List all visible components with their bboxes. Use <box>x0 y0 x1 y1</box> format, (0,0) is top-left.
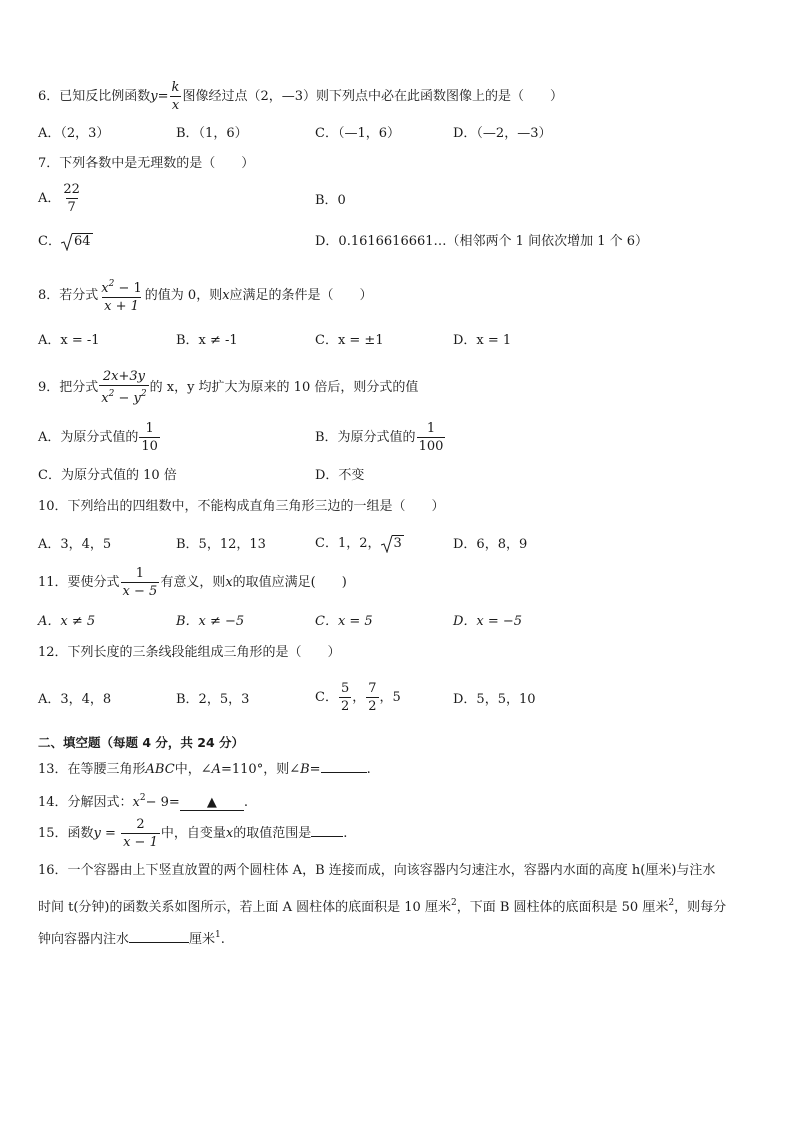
q11-prefix: 11．要使分式 <box>38 575 120 590</box>
q16-line2-b: ，下面 B 圆柱体的底面积是 50 厘米 <box>456 900 669 915</box>
q10-c-sqrt <box>381 535 404 552</box>
q13-value: =110°，则∠ <box>220 762 301 777</box>
q12-option-b: B．2，5，3 <box>176 692 250 707</box>
q12-c-fraction-1 <box>339 681 351 714</box>
q16-line3-a: 钟向容器内注水 <box>38 932 130 947</box>
q9-b-den: 100 <box>418 439 444 454</box>
q12-stem: 12．下列长度的三条线段能组成三角形的是（ ） <box>38 645 341 660</box>
q15-fraction <box>121 817 160 850</box>
q7-a-fraction <box>61 182 82 215</box>
q7-a-label: A． <box>38 191 61 206</box>
q9-a-num: 1 <box>145 421 154 436</box>
q8-fraction <box>99 277 144 314</box>
q16-line2-a: 时间 t(分钟)的函数关系如图所示，若上面 A 圆柱体的底面积是 10 厘米 <box>38 900 451 915</box>
q10-option-d: D．6，8，9 <box>453 537 528 552</box>
q16-line2-sup2: 2 <box>668 898 675 908</box>
q12-option-c <box>315 681 401 714</box>
q8-prefix: 8．若分式 <box>38 288 99 303</box>
q9-option-a <box>38 421 161 454</box>
q9-b-label: B．为原分式值的 <box>315 430 416 445</box>
q9-b-fraction <box>417 421 446 454</box>
q9-fraction <box>99 369 148 406</box>
q12-c-fraction-2 <box>366 681 378 714</box>
q7-option-b: B．0 <box>315 193 346 208</box>
q15-var-y: y <box>93 826 101 841</box>
q10-stem: 10．下列给出的四组数中，不能构成直角三角形三边的一组是（ ） <box>38 499 445 514</box>
q7-a-den: 7 <box>67 200 76 215</box>
q12-c-num1: 5 <box>340 681 350 696</box>
q9-den-b: − y <box>114 391 141 406</box>
q14-end: . <box>243 795 248 810</box>
q12-option-a: A．3，4，8 <box>38 692 112 707</box>
q16-line2-sup1: 2 <box>450 898 457 908</box>
q8-var: x <box>222 288 230 303</box>
q6-option-a: A．（2，3） <box>38 126 110 141</box>
q14-prefix: 14．分解因式： <box>38 795 133 810</box>
q9-b-num: 1 <box>426 421 436 436</box>
q16-line3-b: 厘米 <box>189 932 216 947</box>
q16-line2-c: ，则每分 <box>674 900 727 915</box>
q8-num-rest: − 1 <box>114 281 142 296</box>
q6-eq: = <box>157 89 169 104</box>
q9-prefix: 9．把分式 <box>38 380 99 395</box>
q9-stem <box>38 369 418 406</box>
q8-option-c: C．x = ±1 <box>315 333 384 348</box>
q8-num-sup: 2 <box>108 279 115 289</box>
q11-den: x − 5 <box>122 584 158 599</box>
q10-option-a: A．3，4，5 <box>38 537 112 552</box>
q11-option-a: A．x ≠ 5 <box>38 614 96 629</box>
q10-option-c <box>315 535 404 552</box>
q6-var-y: y <box>150 89 158 104</box>
q13-answer-blank[interactable] <box>321 760 367 773</box>
q9-option-b <box>315 421 446 454</box>
q9-suffix: 的 x，y 均扩大为原来的 10 倍后，则分式的值 <box>149 380 419 395</box>
q7-stem: 7．下列各数中是无理数的是（ ） <box>38 156 255 171</box>
q6-suffix: 图像经过点（2，—3）则下列点中必在此函数图像上的是（ ） <box>182 89 563 104</box>
section-title-fill-in: 二、填空题（每题 4 分，共 24 分） <box>38 735 245 750</box>
q10-c-label: C．1，2， <box>315 536 381 551</box>
q6-option-c: C．（—1，6） <box>315 126 400 141</box>
q9-a-fraction <box>139 421 160 454</box>
q8-den: x + 1 <box>104 299 139 314</box>
q15-den: x − 1 <box>123 835 158 850</box>
q14-answer-blank[interactable] <box>180 795 244 811</box>
q9-option-d: D．不变 <box>315 468 365 483</box>
q16-line3-sup: 1 <box>215 930 221 940</box>
q9-den-sup1: 2 <box>108 389 115 399</box>
q12-c-den1: 2 <box>340 699 350 714</box>
q13-stem <box>38 760 371 778</box>
q15-stem <box>38 817 347 850</box>
q14-sup: 2 <box>139 793 146 803</box>
q6-frac-den: x <box>171 98 180 113</box>
q7-option-c <box>38 233 93 250</box>
q15-eq: = <box>100 826 121 841</box>
q15-answer-blank[interactable] <box>311 824 343 837</box>
q16-answer-blank[interactable] <box>129 930 189 943</box>
q8-suffix-a: 的值为 0，则 <box>144 288 223 303</box>
q13-mid: 中，∠ <box>174 762 212 777</box>
q10-c-radicand: 3 <box>393 536 402 551</box>
q11-suffix-a: 有意义，则 <box>160 575 226 590</box>
q6-option-d: D．（—2，—3） <box>453 126 552 141</box>
q13-eq: = <box>309 762 321 777</box>
q7-c-radicand: 64 <box>73 234 91 249</box>
q6-prefix: 6．已知反比例函数 <box>38 89 151 104</box>
q11-option-c: C．x = 5 <box>315 614 373 629</box>
q14-rest: − 9= <box>145 795 180 810</box>
triangle-marker-icon: ▲ <box>206 795 217 810</box>
q15-end: . <box>343 826 348 841</box>
q12-c-label: C． <box>315 690 338 705</box>
q7-a-num: 22 <box>63 182 80 197</box>
q15-suffix-a: 中，自变量 <box>160 826 226 841</box>
q13-prefix: 13．在等腰三角形 <box>38 762 146 777</box>
q13-angle-b: B <box>300 762 310 777</box>
q9-den-sup2: 2 <box>140 389 147 399</box>
q11-suffix-b: 的取值应满足( ) <box>232 575 347 590</box>
q7-c-label: C． <box>38 234 61 249</box>
q13-angle-a: A <box>211 762 221 777</box>
q8-option-d: D．x = 1 <box>453 333 512 348</box>
q6-fraction <box>170 80 182 113</box>
q13-abc: ABC <box>145 762 175 777</box>
q11-option-d: D．x = −5 <box>453 614 523 629</box>
q7-option-a <box>38 182 83 215</box>
q6-stem <box>38 80 563 113</box>
q7-c-sqrt <box>61 233 93 250</box>
q12-option-d: D．5，5，10 <box>453 692 536 707</box>
q12-c-sep: ， <box>352 690 366 705</box>
q8-stem <box>38 277 373 314</box>
q11-option-b: B．x ≠ −5 <box>176 614 245 629</box>
q15-prefix: 15．函数 <box>38 826 94 841</box>
q9-den-a: x <box>101 391 109 406</box>
q11-stem <box>38 566 347 599</box>
q13-end: . <box>366 762 371 777</box>
q12-c-den2: 2 <box>368 699 377 714</box>
q8-option-a: A．x = -1 <box>38 333 100 348</box>
q9-num: 2x+3y <box>102 369 145 384</box>
q9-a-den: 10 <box>141 439 158 454</box>
q8-option-b: B．x ≠ -1 <box>176 333 238 348</box>
q11-fraction <box>121 566 160 599</box>
q6-frac-num: k <box>171 80 180 95</box>
q15-suffix-b: 的取值范围是 <box>233 826 312 841</box>
q12-c-num2: 7 <box>368 681 377 696</box>
q16-line-1: 16．一个容器由上下竖直放置的两个圆柱体 A，B 连接而成，向该容器内匀速注水，容器内水面的高度 h(厘米)与注水 <box>38 863 716 878</box>
q15-var-x: x <box>225 826 234 841</box>
q12-c-tail: ，5 <box>379 690 401 705</box>
q15-num: 2 <box>136 817 145 832</box>
q11-num: 1 <box>135 566 145 581</box>
q14-var: x <box>132 795 140 810</box>
q9-a-label: A．为原分式值的 <box>38 430 139 445</box>
q14-stem <box>38 790 248 811</box>
q11-var: x <box>225 575 233 590</box>
q10-option-b: B．5，12，13 <box>176 537 266 552</box>
q8-suffix-b: 应满足的条件是（ ） <box>229 288 373 303</box>
q7-option-d: D．0.1616616661…（相邻两个 1 间依次增加 1 个 6） <box>315 234 649 249</box>
q16-line-2 <box>38 895 726 916</box>
q16-line3-c: . <box>220 932 225 947</box>
q6-option-b: B．（1，6） <box>176 126 248 141</box>
q8-num-var: x <box>101 281 109 296</box>
q9-option-c: C．为原分式值的 10 倍 <box>38 468 177 483</box>
q16-line-3 <box>38 927 225 948</box>
